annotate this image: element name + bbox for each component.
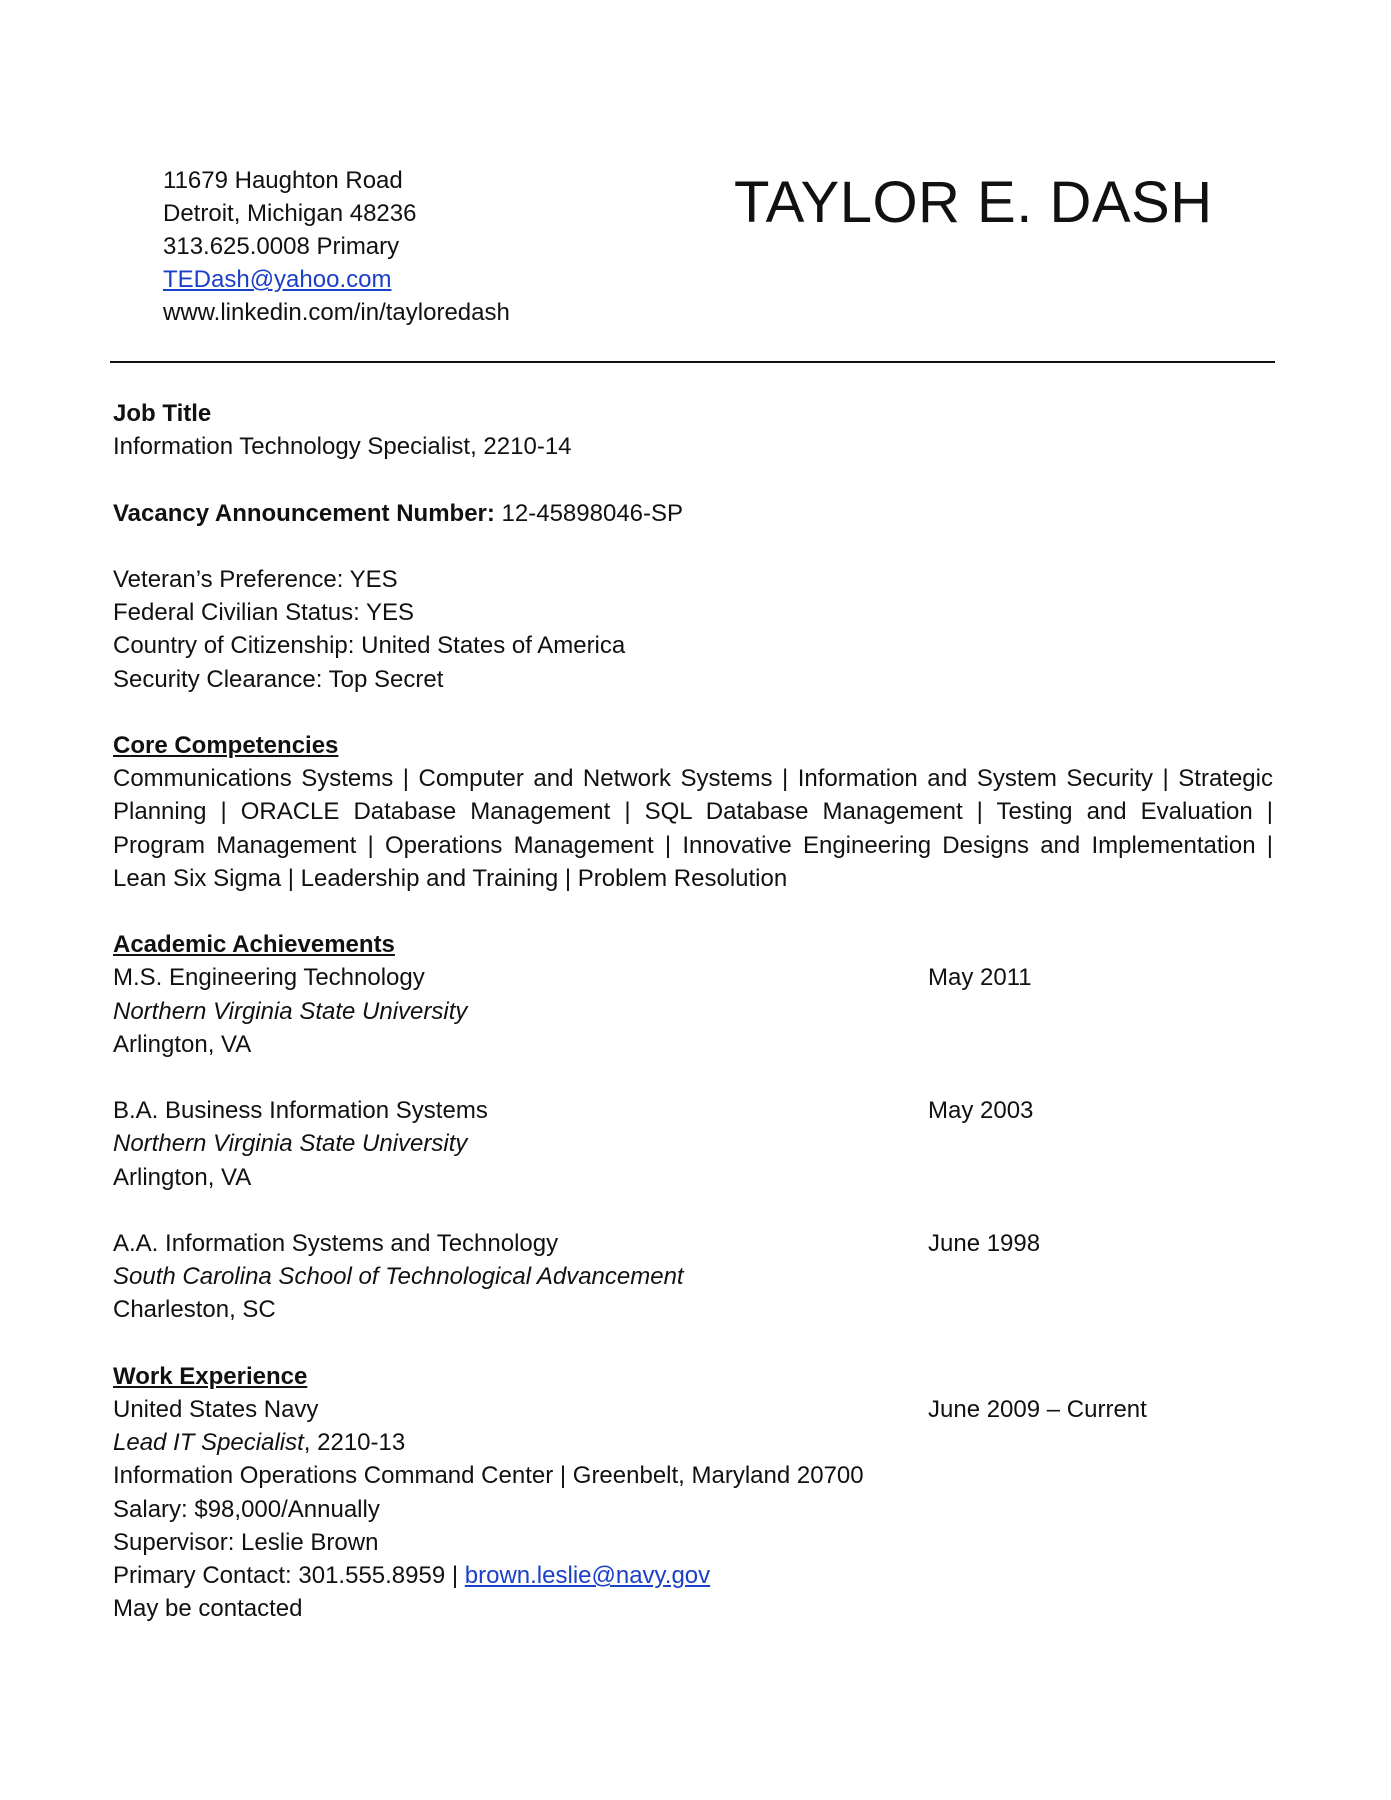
vacancy-line (113, 497, 1273, 530)
academic-achievements-heading: Academic Achievements (113, 931, 395, 959)
employer-name: United States Navy (113, 1395, 319, 1423)
supervisor-email-link[interactable]: brown.leslie@navy.gov (464, 1561, 711, 1589)
degree-name: A.A. Information Systems and Technology (113, 1229, 559, 1257)
core-competencies-list: Communications Systems | Computer and Network Systems | Information and System Security | Strategic Planning | ORACLE Database Management | SQL Database Management | Testing and Evaluation | Program Management | Operations Management | Innovative Engineering Designs and Implementation | Lean Six Sigma | Leadership and Training | Problem Resolution (113, 765, 1273, 892)
position-title: Lead IT Specialist (113, 1429, 304, 1457)
salary: Salary: $98,000/Annually (113, 1495, 380, 1523)
degree-date: June 1998 (928, 1229, 1041, 1257)
phone-number: 313.625.0008 Primary (163, 233, 400, 260)
resume-body (113, 397, 1273, 1625)
job-title-heading: Job Title (113, 400, 212, 427)
degree-row (113, 961, 1273, 994)
degree-location: Arlington, VA (113, 1030, 252, 1058)
job-title-value: Information Technology Specialist, 2210-14 (113, 433, 572, 461)
employer-row (113, 1393, 1273, 1426)
contact-block (163, 164, 510, 329)
degree-name: M.S. Engineering Technology (113, 964, 425, 992)
work-experience-heading: Work Experience (113, 1362, 308, 1390)
core-competencies-heading: Core Competencies (113, 731, 339, 759)
degree-location: Charleston, SC (113, 1296, 276, 1324)
degree-school: Northern Virginia State University (113, 997, 468, 1025)
veterans-preference: Veteran’s Preference: YES (113, 565, 398, 593)
vacancy-label: Vacancy Announcement Number: (113, 499, 495, 527)
position-grade: , 2210-13 (303, 1429, 406, 1457)
degree-location: Arlington, VA (113, 1163, 252, 1191)
primary-contact-label: Primary Contact: 301.555.8959 | (113, 1561, 465, 1589)
contact-permission: May be contacted (113, 1595, 303, 1623)
email-link[interactable]: TEDash@yahoo.com (163, 266, 392, 293)
degree-date: May 2003 (928, 1097, 1034, 1125)
degree-school: Northern Virginia State University (113, 1130, 468, 1158)
vacancy-number: 12-45898046-SP (494, 499, 684, 527)
applicant-name: TAYLOR E. DASH (734, 170, 1213, 235)
degree-row (113, 1094, 1273, 1127)
degree-school: South Carolina School of Technological Advancement (113, 1263, 684, 1291)
linkedin-url: www.linkedin.com/in/tayloredash (163, 299, 510, 326)
primary-contact-line (113, 1559, 1273, 1592)
security-clearance: Security Clearance: Top Secret (113, 665, 444, 693)
degree-name: B.A. Business Information Systems (113, 1097, 488, 1125)
degree-row (113, 1227, 1273, 1260)
office-location: Information Operations Command Center | Greenbelt, Maryland 20700 (113, 1462, 864, 1490)
city-state-zip: Detroit, Michigan 48236 (163, 200, 417, 227)
degree-date: May 2011 (928, 964, 1032, 992)
position-line (113, 1426, 1273, 1459)
citizenship: Country of Citizenship: United States of America (113, 632, 626, 660)
supervisor: Supervisor: Leslie Brown (113, 1528, 379, 1556)
federal-civilian-status: Federal Civilian Status: YES (113, 599, 415, 627)
street-address: 11679 Haughton Road (163, 167, 403, 194)
header-divider (110, 361, 1275, 363)
employment-dates: June 2009 – Current (928, 1395, 1147, 1423)
